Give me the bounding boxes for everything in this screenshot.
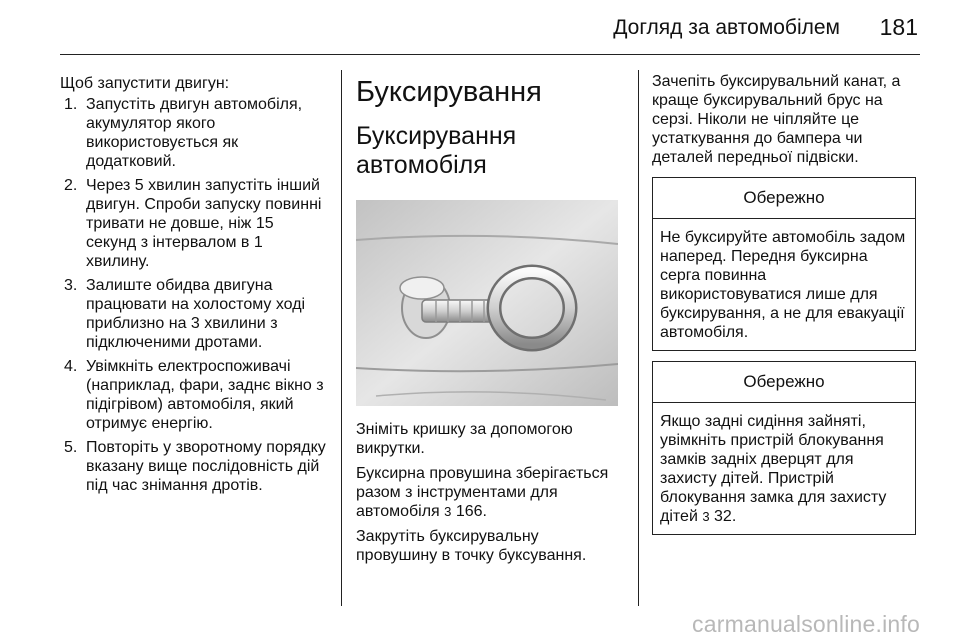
page-header xyxy=(60,0,920,56)
page-reference-link[interactable]: 32. xyxy=(714,508,737,525)
list-item xyxy=(60,276,328,352)
left-column xyxy=(60,72,328,500)
page-reference-icon: 3 xyxy=(444,504,452,519)
paragraph-screw-in: Закрутіть буксирувальну провушину в точку буксування. xyxy=(356,528,587,564)
warning-box-2 xyxy=(652,361,916,535)
list-item xyxy=(60,438,328,495)
section-title: Буксирування xyxy=(356,76,542,108)
list-item xyxy=(60,176,328,271)
page-number: 181 xyxy=(879,14,918,40)
step-number: 4. xyxy=(64,358,78,375)
intro-text: Щоб запустити двигун: xyxy=(60,75,230,92)
warning-title: Обережно xyxy=(653,362,915,403)
step-text: Увімкніть електроспоживачі (наприклад, фари, заднє вікно з підігрівом) автомобіля, який отримує енергію. xyxy=(86,358,324,432)
paragraph-storage xyxy=(356,464,624,521)
watermark: carmanualsonline.info xyxy=(692,611,920,637)
storage-text: Буксирна провушина зберігається разом з інструментами для автомобіля xyxy=(356,465,609,520)
step-number: 5. xyxy=(64,439,78,456)
warning-text: Не буксируйте автомобіль задом наперед. Передня буксирна серга повинна використовуватися лише для буксирування, а не для евакуації автомобіля. xyxy=(660,229,906,341)
header-title: Догляд за автомобілем xyxy=(613,16,840,39)
right-column xyxy=(652,72,920,545)
warning-text xyxy=(653,403,915,534)
middle-column xyxy=(356,72,624,571)
step-number: 3. xyxy=(64,277,78,294)
steps-list xyxy=(60,95,328,495)
warning-body-text: Якщо задні сидіння зайняті, увімкніть пристрій блокування замків задніх дверцят для захисту дітей. Пристрій блокування замка для захисту дітей xyxy=(660,413,887,525)
step-text: Залиште обидва двигуна працювати на холостому ході приблизно на 3 хвилини з підключеними дротами. xyxy=(86,277,306,351)
warning-title: Обережно xyxy=(653,178,915,219)
list-item xyxy=(60,95,328,171)
column-divider-1 xyxy=(341,70,342,606)
header-divider xyxy=(60,54,920,55)
column-divider-2 xyxy=(638,70,639,606)
towing-eye-illustration xyxy=(356,200,618,406)
towing-eye-photo xyxy=(356,200,618,406)
step-number: 2. xyxy=(64,177,78,194)
step-text: Повторіть у зворотному порядку вказану вище послідовність дій під час знімання дротів. xyxy=(86,439,326,494)
paragraph-remove-cover: Зніміть кришку за допомогою викрутки. xyxy=(356,421,573,457)
page-reference-icon: 3 xyxy=(702,509,710,524)
step-number: 1. xyxy=(64,96,78,113)
page-reference-link[interactable]: 166. xyxy=(455,503,487,520)
warning-box-1 xyxy=(652,177,916,351)
step-text: Запустіть двигун автомобіля, акумулятор якого використовується як додатковий. xyxy=(86,96,303,170)
paragraph-attach-rope: Зачепіть буксирувальний канат, а краще буксирувальний брус на серзі. Ніколи не чіпляйте це устаткування до бампера чи деталей передньої підвіски. xyxy=(652,73,901,166)
step-text: Через 5 хвилин запустіть інший двигун. Спроби запуску повинні тривати не довше, ніж 15 секунд з інтервалом в 1 хвилину. xyxy=(86,177,322,270)
list-item xyxy=(60,357,328,433)
subsection-title: Буксирування автомобіля xyxy=(356,122,517,179)
